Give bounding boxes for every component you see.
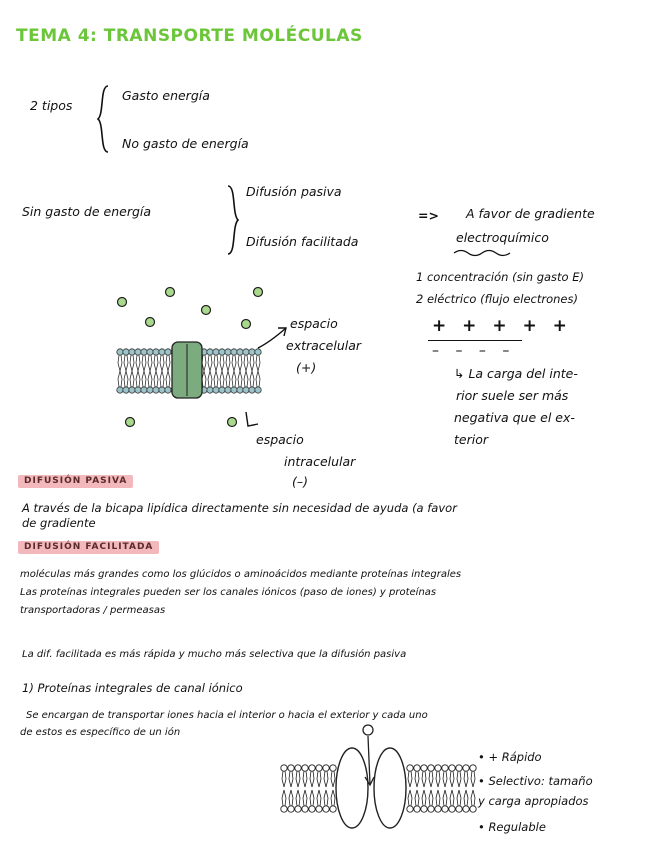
lipid-tail-icon <box>214 371 218 387</box>
lipid-head-icon <box>470 806 476 812</box>
lipid-tail-icon <box>450 771 454 787</box>
lipid-head-icon <box>225 349 231 355</box>
lipid-head-icon <box>159 349 165 355</box>
lipid-head-icon <box>249 387 255 393</box>
facilitated-text-line3: transportadoras / permeasas <box>20 605 166 616</box>
lipid-head-icon <box>129 349 135 355</box>
channel-heading: 1) Proteínas integrales de canal iónico <box>22 681 243 695</box>
lipid-tail-icon <box>160 355 164 371</box>
lipid-tail-icon <box>303 790 307 806</box>
lipid-tail-icon <box>148 355 152 371</box>
lipid-tail-icon <box>232 355 236 371</box>
lipid-tail-icon <box>256 371 260 387</box>
lipid-head-icon <box>421 765 427 771</box>
passive-text-line2: de gradiente <box>22 516 96 530</box>
lipid-tail-icon <box>118 355 122 371</box>
lipid-tail-icon <box>429 790 433 806</box>
lipid-tail-icon <box>250 355 254 371</box>
lipid-tail-icon <box>256 355 260 371</box>
lipid-head-icon <box>219 349 225 355</box>
lipid-tail-icon <box>232 371 236 387</box>
lipid-tail-icon <box>436 771 440 787</box>
minus-signs: – – – – <box>432 343 516 359</box>
lipid-tail-icon <box>450 790 454 806</box>
molecule-icon <box>228 418 237 427</box>
types-option-energy: Gasto energía <box>122 88 210 103</box>
lipid-head-icon <box>123 387 129 393</box>
lipid-tail-icon <box>415 771 419 787</box>
lipid-head-icon <box>213 349 219 355</box>
no-energy-label: Sin gasto de energía <box>22 204 152 219</box>
lipid-tail-icon <box>130 371 134 387</box>
gradient-line2: electroquímico <box>456 230 549 245</box>
lipid-head-icon <box>407 806 413 812</box>
lipid-tail-icon <box>324 771 328 787</box>
ion-channel-diagram <box>278 722 478 846</box>
lipid-head-icon <box>207 349 213 355</box>
lipid-tail-icon <box>220 371 224 387</box>
charge-note-line1: ↳ La carga del inte- <box>454 366 578 381</box>
lipid-head-icon <box>463 806 469 812</box>
lipid-head-icon <box>135 349 141 355</box>
lipid-head-icon <box>463 765 469 771</box>
lipid-tail-icon <box>471 790 475 806</box>
channel-text-line1: Se encargan de transportar iones hacia el interior o hacia el exterior y cada uno <box>26 710 428 721</box>
channel-protein-icon <box>374 748 406 828</box>
lipid-tail-icon <box>166 355 170 371</box>
lipid-tail-icon <box>142 371 146 387</box>
lipid-head-icon <box>435 806 441 812</box>
types-option-no-energy: No gasto de energía <box>122 136 249 151</box>
gradient-item-electric: 2 eléctrico (flujo electrones) <box>416 292 578 306</box>
lipid-head-icon <box>213 387 219 393</box>
lipid-tail-icon <box>282 790 286 806</box>
lipid-tail-icon <box>208 355 212 371</box>
page-title: TEMA 4: TRANSPORTE MOLÉCULAS <box>16 26 363 46</box>
charge-note-line2: rior suele ser más <box>456 388 569 403</box>
molecule-icon <box>166 288 175 297</box>
lipid-tail-icon <box>464 790 468 806</box>
plus-signs: + + + + + <box>432 316 572 336</box>
molecule-icon <box>118 298 127 307</box>
lipid-tail-icon <box>408 771 412 787</box>
lipid-head-icon <box>225 387 231 393</box>
lipid-tail-icon <box>464 771 468 787</box>
lipid-head-icon <box>449 806 455 812</box>
lipid-tail-icon <box>160 371 164 387</box>
intracellular-label-line2: intracelular <box>284 454 356 469</box>
charge-note-line4: terior <box>454 432 488 447</box>
lipid-tail-icon <box>250 371 254 387</box>
lipid-head-icon <box>288 806 294 812</box>
lipid-head-icon <box>207 387 213 393</box>
lipid-tail-icon <box>422 771 426 787</box>
lipid-head-icon <box>330 765 336 771</box>
lipid-tail-icon <box>238 371 242 387</box>
diffusion-facilitated-label: Difusión facilitada <box>246 234 359 249</box>
lipid-head-icon <box>442 765 448 771</box>
lipid-head-icon <box>165 349 171 355</box>
squiggle-underline-icon <box>452 248 512 258</box>
lipid-head-icon <box>414 806 420 812</box>
lipid-head-icon <box>147 349 153 355</box>
lipid-head-icon <box>302 806 308 812</box>
types-brace-icon <box>96 84 112 154</box>
lipid-head-icon <box>237 387 243 393</box>
lipid-head-icon <box>243 387 249 393</box>
lipid-tail-icon <box>289 790 293 806</box>
lipid-head-icon <box>255 387 261 393</box>
lipid-head-icon <box>309 806 315 812</box>
extracellular-sign: (+) <box>296 360 317 375</box>
lipid-head-icon <box>288 765 294 771</box>
lipid-head-icon <box>249 349 255 355</box>
property-selective-line2: y carga apropiados <box>478 794 589 808</box>
lipid-head-icon <box>302 765 308 771</box>
lipid-head-icon <box>117 387 123 393</box>
gradient-item-concentration: 1 concentración (sin gasto E) <box>416 270 584 284</box>
lipid-tail-icon <box>226 371 230 387</box>
types-label: 2 tipos <box>30 98 73 113</box>
lipid-tail-icon <box>154 355 158 371</box>
lipid-head-icon <box>407 765 413 771</box>
intracellular-label-line1: espacio <box>256 432 304 447</box>
lipid-tail-icon <box>429 771 433 787</box>
lipid-head-icon <box>428 806 434 812</box>
facilitated-text-line2: Las proteínas integrales pueden ser los canales iónicos (paso de iones) y proteínas <box>20 587 437 598</box>
molecule-icon <box>146 318 155 327</box>
intracellular-arrow-icon <box>242 410 262 432</box>
lipid-head-icon <box>309 765 315 771</box>
lipid-tail-icon <box>136 371 140 387</box>
comparison-text: La dif. facilitada es más rápida y mucho más selectiva que la difusión pasiva <box>22 649 407 660</box>
extracellular-arrow-icon <box>256 324 290 350</box>
lipid-head-icon <box>141 349 147 355</box>
lipid-tail-icon <box>208 371 212 387</box>
lipid-head-icon <box>141 387 147 393</box>
lipid-tail-icon <box>124 371 128 387</box>
molecule-icon <box>242 320 251 329</box>
lipid-tail-icon <box>154 371 158 387</box>
lipid-tail-icon <box>303 771 307 787</box>
lipid-head-icon <box>243 349 249 355</box>
lipid-tail-icon <box>130 355 134 371</box>
property-selective-line1: • Selectivo: tamaño <box>478 774 593 788</box>
lipid-head-icon <box>414 765 420 771</box>
lipid-tail-icon <box>136 355 140 371</box>
lipid-tail-icon <box>436 790 440 806</box>
lipid-tail-icon <box>244 355 248 371</box>
lipid-head-icon <box>449 765 455 771</box>
lipid-tail-icon <box>282 771 286 787</box>
lipid-head-icon <box>470 765 476 771</box>
property-fast: • + Rápido <box>478 750 542 764</box>
lipid-head-icon <box>456 765 462 771</box>
lipid-head-icon <box>159 387 165 393</box>
lipid-tail-icon <box>408 790 412 806</box>
gradient-line1: A favor de gradiente <box>466 206 595 221</box>
lipid-head-icon <box>237 349 243 355</box>
lipid-tail-icon <box>310 790 314 806</box>
lipid-head-icon <box>428 765 434 771</box>
lipid-head-icon <box>135 387 141 393</box>
molecule-icon <box>202 306 211 315</box>
lipid-head-icon <box>323 806 329 812</box>
facilitated-diffusion-heading: DIFUSIÓN FACILITADA <box>18 541 159 554</box>
lipid-head-icon <box>231 349 237 355</box>
lipid-tail-icon <box>238 355 242 371</box>
lipid-head-icon <box>153 387 159 393</box>
lipid-head-icon <box>316 765 322 771</box>
lipid-head-icon <box>117 349 123 355</box>
lipid-head-icon <box>323 765 329 771</box>
lipid-tail-icon <box>471 771 475 787</box>
lipid-head-icon <box>456 806 462 812</box>
lipid-head-icon <box>330 806 336 812</box>
passive-diffusion-heading: DIFUSIÓN PASIVA <box>18 475 133 488</box>
molecule-icon <box>126 418 135 427</box>
diffusion-passive-label: Difusión pasiva <box>246 184 342 199</box>
lipid-tail-icon <box>443 771 447 787</box>
lipid-head-icon <box>281 765 287 771</box>
ion-icon <box>363 725 373 735</box>
lipid-tail-icon <box>310 771 314 787</box>
charge-note-line3: negativa que el ex- <box>454 410 575 425</box>
molecule-icon <box>254 288 263 297</box>
ion-arrow-icon <box>368 736 370 784</box>
lipid-tail-icon <box>220 355 224 371</box>
lipid-head-icon <box>316 806 322 812</box>
lipid-head-icon <box>219 387 225 393</box>
lipid-tail-icon <box>214 355 218 371</box>
lipid-head-icon <box>231 387 237 393</box>
lipid-tail-icon <box>124 355 128 371</box>
lipid-head-icon <box>123 349 129 355</box>
membrane-line <box>428 340 522 341</box>
lipid-head-icon <box>129 387 135 393</box>
intracellular-sign: (–) <box>292 474 309 489</box>
lipid-tail-icon <box>148 371 152 387</box>
lipid-tail-icon <box>244 371 248 387</box>
lipid-head-icon <box>435 765 441 771</box>
lipid-tail-icon <box>296 771 300 787</box>
lipid-tail-icon <box>317 771 321 787</box>
lipid-tail-icon <box>415 790 419 806</box>
channel-protein-icon <box>336 748 368 828</box>
lipid-tail-icon <box>324 790 328 806</box>
extracellular-label-line1: espacio <box>290 316 338 331</box>
lipid-tail-icon <box>142 355 146 371</box>
lipid-tail-icon <box>443 790 447 806</box>
property-regulable: • Regulable <box>478 820 546 834</box>
lipid-head-icon <box>147 387 153 393</box>
extracellular-label-line2: extracelular <box>286 338 362 353</box>
lipid-tail-icon <box>118 371 122 387</box>
lipid-tail-icon <box>317 790 321 806</box>
lipid-tail-icon <box>331 771 335 787</box>
double-arrow: => <box>418 208 439 223</box>
passive-text-line1: A través de la bicapa lipídica directamente sin necesidad de ayuda (a favor <box>22 501 457 515</box>
lipid-head-icon <box>281 806 287 812</box>
lipid-tail-icon <box>331 790 335 806</box>
no-energy-brace-icon <box>224 184 240 256</box>
lipid-head-icon <box>153 349 159 355</box>
lipid-tail-icon <box>226 355 230 371</box>
lipid-tail-icon <box>289 771 293 787</box>
lipid-tail-icon <box>422 790 426 806</box>
facilitated-text-line1: moléculas más grandes como los glúcidos o aminoácidos mediante proteínas integrales <box>20 569 462 580</box>
lipid-head-icon <box>165 387 171 393</box>
lipid-head-icon <box>295 765 301 771</box>
lipid-head-icon <box>421 806 427 812</box>
channel-text-line2: de estos es específico de un ión <box>20 727 181 738</box>
lipid-tail-icon <box>457 790 461 806</box>
lipid-head-icon <box>295 806 301 812</box>
lipid-head-icon <box>442 806 448 812</box>
lipid-tail-icon <box>166 371 170 387</box>
lipid-tail-icon <box>457 771 461 787</box>
lipid-tail-icon <box>296 790 300 806</box>
